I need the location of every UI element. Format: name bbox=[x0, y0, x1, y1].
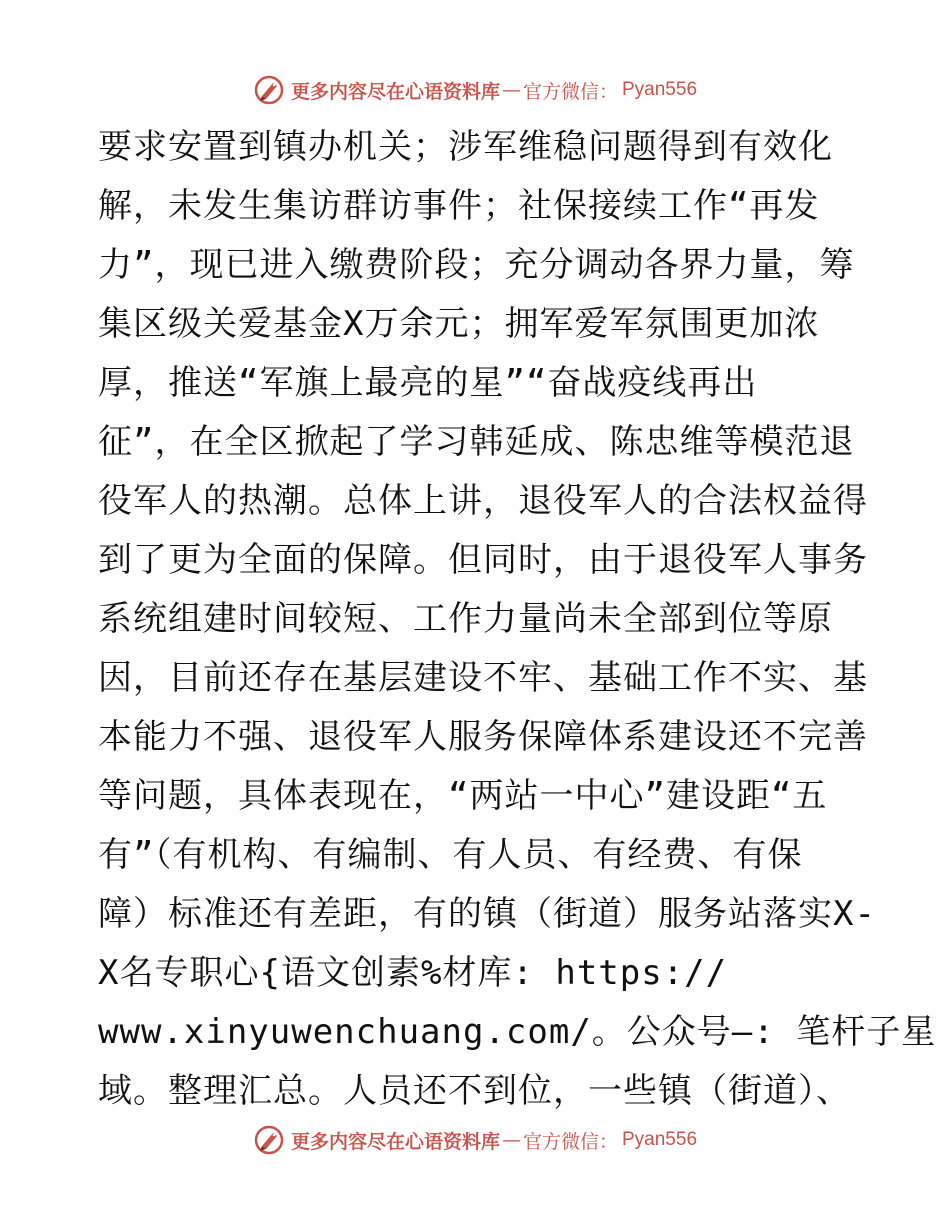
body-line: 域。整理汇总。人员还不到位，一些镇（街道）、 bbox=[98, 1071, 851, 1111]
body-line: www.xinyuwenchuang.com/。公众号—: 笔杆子星 bbox=[98, 1012, 937, 1052]
body-line: 解，未发生集访群访事件；社保接续工作“再发 bbox=[98, 186, 820, 226]
footer-banner bbox=[0, 1120, 950, 1160]
document-body bbox=[98, 118, 937, 1121]
banner-wechat-id: Pyan556 bbox=[622, 1129, 698, 1150]
body-line: 等问题，具体表现在，“两站一中心”建设距“五 bbox=[98, 776, 828, 816]
body-line: 本能力不强、退役军人服务保障体系建设还不完善 bbox=[98, 717, 868, 757]
body-line: X名专职心{语文创素%材库: https:// bbox=[98, 953, 728, 993]
body-line: 集区级关爱基金X万余元；拥军爱军氛围更加浓 bbox=[98, 304, 820, 344]
body-line: 障）标准还有差距，有的镇（街道）服务站落实X- bbox=[98, 894, 876, 934]
body-line: 要求安置到镇办机关；涉军维稳问题得到有效化 bbox=[98, 127, 833, 167]
banner-separator: — bbox=[501, 79, 521, 101]
banner-separator: — bbox=[501, 1129, 521, 1151]
body-line: 有”（有机构、有编制、有人员、有经费、有保 bbox=[98, 835, 803, 875]
banner-wechat-id: Pyan556 bbox=[622, 79, 698, 100]
banner-official-label: 官方微信： bbox=[522, 1130, 618, 1153]
body-line: 系统组建时间较短、工作力量尚未全部到位等原 bbox=[98, 599, 833, 639]
body-line: 到了更为全面的保障。但同时，由于退役军人事务 bbox=[98, 540, 868, 580]
body-line: 力”，现已进入缴费阶段；充分调动各界力量，筹 bbox=[98, 245, 855, 285]
banner-official-label: 官方微信： bbox=[522, 80, 618, 103]
body-line: 役军人的热潮。总体上讲，退役军人的合法权益得 bbox=[98, 481, 868, 521]
banner-main-text: 更多内容尽在心语资料库 bbox=[290, 1130, 500, 1153]
body-line: 征”，在全区掀起了学习韩延成、陈忠维等模范退 bbox=[98, 422, 855, 462]
pen-logo-icon bbox=[253, 74, 285, 106]
banner-main-text: 更多内容尽在心语资料库 bbox=[290, 80, 500, 103]
body-line: 因，目前还存在基层建设不牢、基础工作不实、基 bbox=[98, 658, 868, 698]
body-line: 厚，推送“军旗上最亮的星”“奋战疫线再出 bbox=[98, 363, 758, 403]
header-banner bbox=[0, 70, 950, 110]
pen-logo-icon bbox=[253, 1124, 285, 1156]
